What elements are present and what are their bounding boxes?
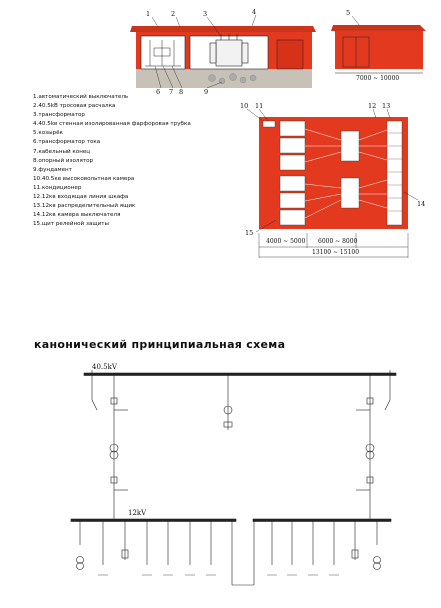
side-elevation <box>331 25 426 73</box>
callout-10: 10 <box>240 102 249 110</box>
legend-item: 9.фундамент <box>33 166 72 173</box>
hv-busbar <box>84 373 396 376</box>
callout-9: 9 <box>204 88 209 96</box>
lv-door <box>277 40 303 69</box>
front-elevation <box>130 26 316 88</box>
callout-15: 15 <box>245 229 254 237</box>
callout-3: 3 <box>203 10 208 18</box>
callout-5: 5 <box>346 9 351 17</box>
callout-12: 12 <box>368 102 377 110</box>
callout-8: 8 <box>179 88 184 96</box>
legend-item: 10.40.5кв высоковольтная камера <box>33 175 135 182</box>
legend-item: 8.опорный изолятор <box>33 157 94 164</box>
callout-14: 14 <box>417 200 426 208</box>
dim-side-length: 7000 ~ 10000 <box>356 75 400 82</box>
callout-7: 7 <box>169 88 174 96</box>
component-legend <box>33 93 243 229</box>
single-line-schematic <box>71 370 396 585</box>
callout-4: 4 <box>252 8 257 16</box>
legend-item: 3.трансформатор <box>33 112 85 119</box>
callout-11: 11 <box>255 102 264 110</box>
legend-item: 13.12кв распределительный ящик <box>33 203 136 210</box>
lv-busbar-right <box>253 519 391 522</box>
hv-bus-label: 40.5kV <box>92 363 117 371</box>
callout-1: 1 <box>146 10 151 18</box>
plan-view <box>259 117 408 258</box>
legend-item: 15.щит релейной защиты <box>33 221 109 228</box>
dim-plan-total: 13100 ~ 15100 <box>312 249 360 256</box>
legend-item: 2.40.5kB тросовая расчалка <box>33 103 116 110</box>
lv-bus-label: 12kV <box>128 509 147 517</box>
callout-2: 2 <box>171 10 176 18</box>
legend-item: 12.12кв входящая линия шкафа <box>33 194 129 201</box>
dim-plan-left: 4000 ~ 5000 <box>266 238 306 245</box>
legend-item: 14.12кв камера выключателя <box>33 212 121 219</box>
callout-13: 13 <box>382 102 391 110</box>
dim-plan-right: 6000 ~ 8000 <box>318 238 358 245</box>
front-foundation <box>136 69 312 88</box>
callout-6: 6 <box>156 88 161 96</box>
hv-compartment <box>141 36 185 69</box>
legend-item: 4.40.5kв стенная изолированная фарфоровая трубка <box>33 121 191 128</box>
legend-item: 5.козырёк <box>33 130 63 137</box>
legend-item: 7.кабельный конец <box>33 148 91 155</box>
legend-item: 1.автоматический выключатель <box>33 94 129 100</box>
legend-item: 11.кондиционер <box>33 184 82 191</box>
legend-item: 6.трансформатор тока <box>33 139 101 146</box>
schematic-title: канонический принципиальная схема <box>34 338 286 351</box>
